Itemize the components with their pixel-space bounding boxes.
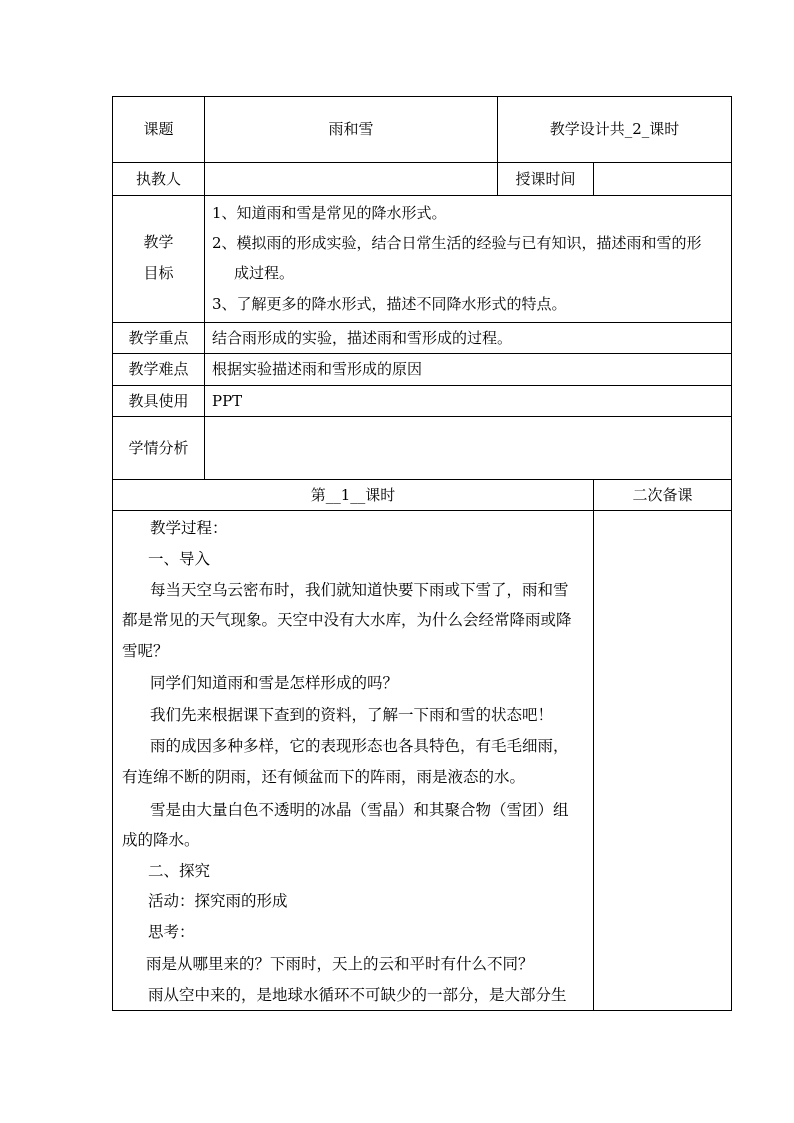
lesson-line: 思考：	[148, 923, 195, 941]
lesson-line: 我们先来根据课下查到的资料，了解一下雨和雪的状态吧！	[150, 706, 554, 724]
objective-item: 3、了解更多的降水形式，描述不同降水形式的特点。	[212, 295, 567, 313]
design-info: 教学设计共_2_课时	[549, 120, 680, 138]
lesson-line: 每当天空乌云密布时，我们就知道快要下雨或下雪了，雨和雪	[150, 581, 569, 599]
table-row-divider	[112, 162, 732, 163]
table-row-divider	[112, 195, 732, 196]
lesson-line: 一、导入	[148, 550, 211, 568]
lesson-line: 成的降水。	[122, 831, 200, 849]
lesson-line: 活动：探究雨的形成	[148, 892, 288, 910]
table-border-top	[112, 96, 732, 97]
lesson-line: 教学过程：	[150, 519, 228, 537]
table-border-right	[731, 96, 732, 1011]
period-label: 第__1__课时	[310, 486, 396, 504]
table-col-divider	[593, 162, 594, 195]
lesson-line: 雨的成因多种多样，它的表现形态也各具特色，有毛毛细雨，	[150, 737, 569, 755]
lesson-line: 雪呢？	[122, 642, 169, 660]
key-point-value: 结合雨形成的实验，描述雨和雪形成的过程。	[212, 329, 513, 347]
second-prep-label: 二次备课	[632, 486, 693, 504]
lesson-line: 雪是由大量白色不透明的冰晶（雪晶）和其聚合物（雪团）组	[150, 801, 569, 819]
lesson-line: 有连绵不断的阴雨，还有倾盆而下的阵雨，雨是液态的水。	[122, 768, 526, 786]
objectives-label-line2: 目标	[143, 264, 174, 282]
objectives-label-line1: 教学	[143, 233, 174, 251]
lesson-line: 雨从空中来的，是地球水循环不可缺少的一部分，是大部分生	[148, 986, 567, 1004]
objective-item: 1、知道雨和雪是常见的降水形式。	[212, 204, 447, 222]
difficulty-label: 教学难点	[128, 360, 189, 378]
topic-label: 课题	[143, 120, 174, 138]
table-row-divider	[112, 322, 732, 323]
table-col-divider	[204, 96, 205, 479]
lesson-line: 雨是从哪里来的？下雨时，天上的云和平时有什么不同？	[146, 955, 534, 973]
tools-value: PPT	[212, 392, 243, 410]
time-label: 授课时间	[515, 170, 576, 188]
teacher-label: 执教人	[135, 170, 181, 188]
lesson-line: 二、探究	[148, 862, 211, 880]
analysis-label: 学情分析	[128, 439, 189, 457]
table-row-divider	[112, 510, 732, 511]
lesson-line: 都是常见的天气现象。天空中没有大水库，为什么会经常降雨或降	[122, 611, 572, 629]
topic-value: 雨和雪	[328, 120, 374, 138]
tools-label: 教具使用	[128, 392, 189, 410]
objective-item: 2、模拟雨的形成实验，结合日常生活的经验与已有知识，描述雨和雪的形	[212, 234, 702, 252]
lesson-line: 同学们知道雨和雪是怎样形成的吗？	[150, 674, 399, 692]
table-row-divider	[112, 416, 732, 417]
table-row-divider	[112, 479, 732, 480]
table-row-divider	[112, 385, 732, 386]
objective-item: 成过程。	[234, 264, 295, 282]
table-row-divider	[112, 353, 732, 354]
key-point-label: 教学重点	[128, 329, 189, 347]
difficulty-value: 根据实验描述雨和雪形成的原因	[212, 360, 423, 378]
